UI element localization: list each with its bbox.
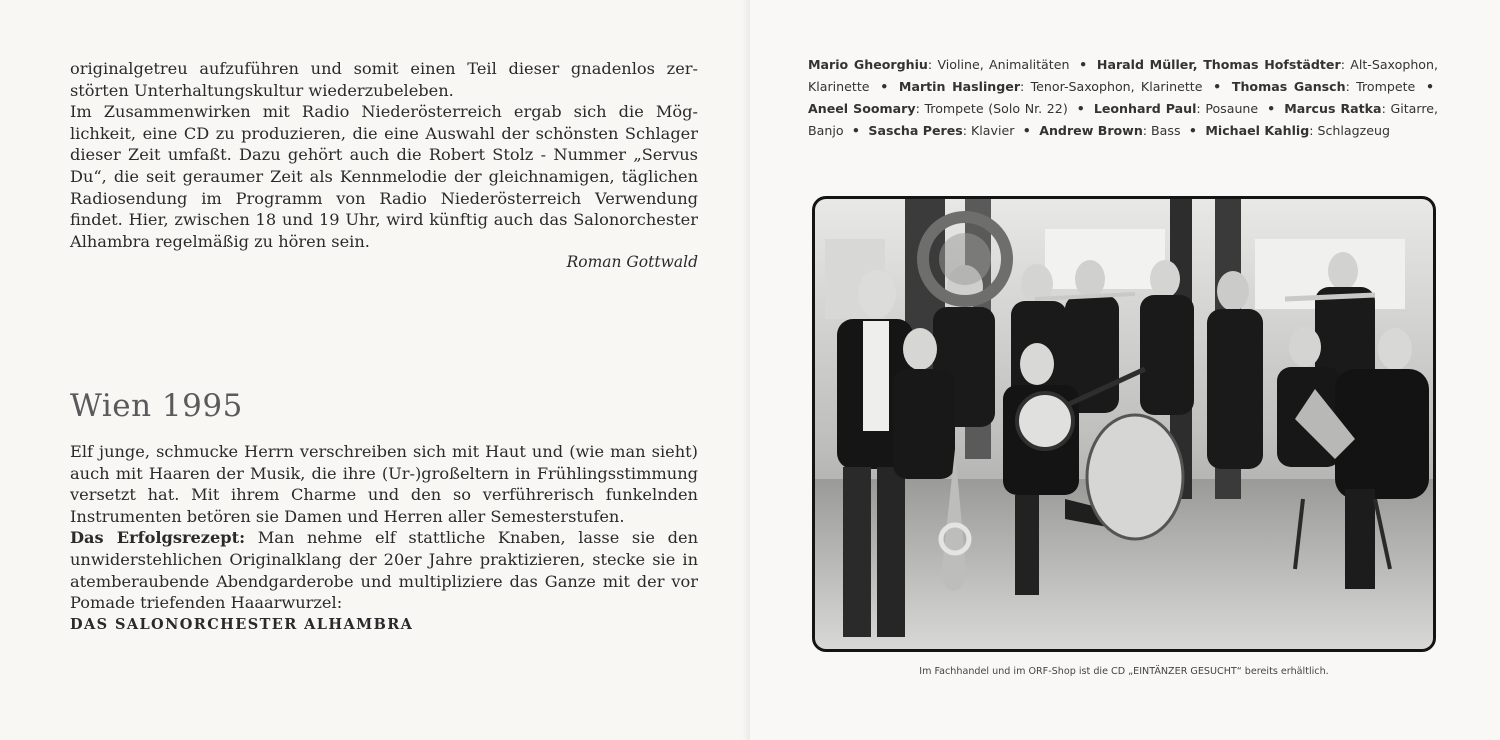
intro-paragraph-2: Im Zusammenwirken mit Radio Niederösterreich ergab sich die Möglichkeit, eine CD zu produzieren, die eine Auswahl der schönsten Schlager dieser Zeit umfaßt. Dazu gehört auch die Robert Stolz - Nummer „Servus Du“, die seit geraumer Zeit als Kennmelodie der gleichnamigen, täglichen Radiosendung im Programm von Radio Niederösterreich Verwendung findet. Hier, zwischen 18 und 19 Uhr, wird künftig auch das Salonorchester Alhambra regelmäßig zu hören sein. <box>70 102 698 251</box>
musician-name: Leonhard Paul <box>1093 101 1197 116</box>
orchestra-name: DAS SALONORCHESTER ALHAMBRA <box>70 615 414 633</box>
musician-role: Trompete <box>1356 79 1416 94</box>
musician-name: Aneel Soomary <box>808 101 916 116</box>
credit-separator: • <box>847 123 865 138</box>
musician-name: Harald Müller, Thomas Hofstädter <box>1096 57 1341 72</box>
band-photo <box>812 196 1436 652</box>
musician-name: Martin Haslinger <box>898 79 1021 94</box>
musician-name: Andrew Brown <box>1039 123 1143 138</box>
section-text-block <box>70 441 698 635</box>
musician-name: Michael Kahlig <box>1205 123 1310 138</box>
section-heading: Wien 1995 <box>70 388 243 424</box>
recipe-text: Man nehme elf stattliche Knaben, lasse sie den unwiderstehlichen Originalklang der 20er Jahre praktizieren, stecke sie in atemberaubende Abendgarderobe und multipliziere das Ganze mit der vor Pomade triefenden Haaarwurzel: <box>70 528 698 613</box>
musician-name: Marcus Ratka <box>1284 101 1382 116</box>
credit-separator: • <box>1184 123 1202 138</box>
musician-name: Thomas Gansch <box>1231 79 1346 94</box>
photo-caption: Im Fachhandel und im ORF-Shop ist die CD „EINTÄNZER GESUCHT“ bereits erhältlich. <box>919 666 1329 677</box>
musician-role: Klavier <box>971 123 1015 138</box>
musician-role: Trompete (Solo Nr. 22) <box>924 101 1068 116</box>
credit-separator: • <box>1071 101 1090 116</box>
musician-role: Schlagzeug <box>1317 123 1390 138</box>
musician-role: Gitarre, Banjo <box>808 101 1438 138</box>
musician-role: Posaune <box>1205 101 1259 116</box>
credit-separator: • <box>1419 79 1435 94</box>
intro-text-block <box>70 58 698 273</box>
author-signature: Roman Gottwald <box>566 253 698 272</box>
musician-name: Mario Gheorghiu <box>808 57 928 72</box>
musician-role: Violine, Animalitäten <box>937 57 1070 72</box>
credit-separator: • <box>1262 101 1281 116</box>
credit-separator: • <box>873 79 895 94</box>
body-paragraph: Elf junge, schmucke Herrn verschreiben sich mit Haut und (wie man sieht) auch mit Haaren der Musik, die ihre (Ur-)großeltern in Frühlingsstimmung versetzt hat. Mit ihrem Charme und den so verführerisch funkelnden Instrumenten betören sie Damen und Herren aller Semesterstufen. <box>70 442 698 526</box>
recipe-paragraph <box>70 527 698 613</box>
band-photo-illustration <box>815 199 1433 649</box>
musician-credits: Mario Gheorghiu: Violine, Animalitäten • Harald Müller, Thomas Hofstädter: Alt-Saxophon, Klarinette • Martin Haslinger: Tenor-Saxophon, Klarinette • Thomas Gansch: Trompete • Aneel Soomary: Trompete (Solo Nr. 22) • Leonhard Paul: Posaune • Marcus Ratka: Gitarre, Banjo • Sascha Peres: Klavier • Andrew Brown: Bass • Michael Kahlig: Schlagzeug <box>808 57 1438 138</box>
intro-paragraph-1: originalgetreu aufzuführen und somit einen Teil dieser gnadenlos zerstörten Unterhaltungskultur wiederzubeleben. <box>70 59 698 100</box>
credit-separator: • <box>1073 57 1093 72</box>
credit-separator: • <box>1018 123 1036 138</box>
musician-role: Tenor-Saxophon, Klarinette <box>1030 79 1203 94</box>
musician-name: Sascha Peres <box>868 123 963 138</box>
credit-separator: • <box>1206 79 1228 94</box>
musician-role: Alt-Saxophon, Klarinette <box>808 57 1438 94</box>
recipe-label: Das Erfolgsrezept: <box>70 528 246 548</box>
musician-role: Bass <box>1151 123 1181 138</box>
